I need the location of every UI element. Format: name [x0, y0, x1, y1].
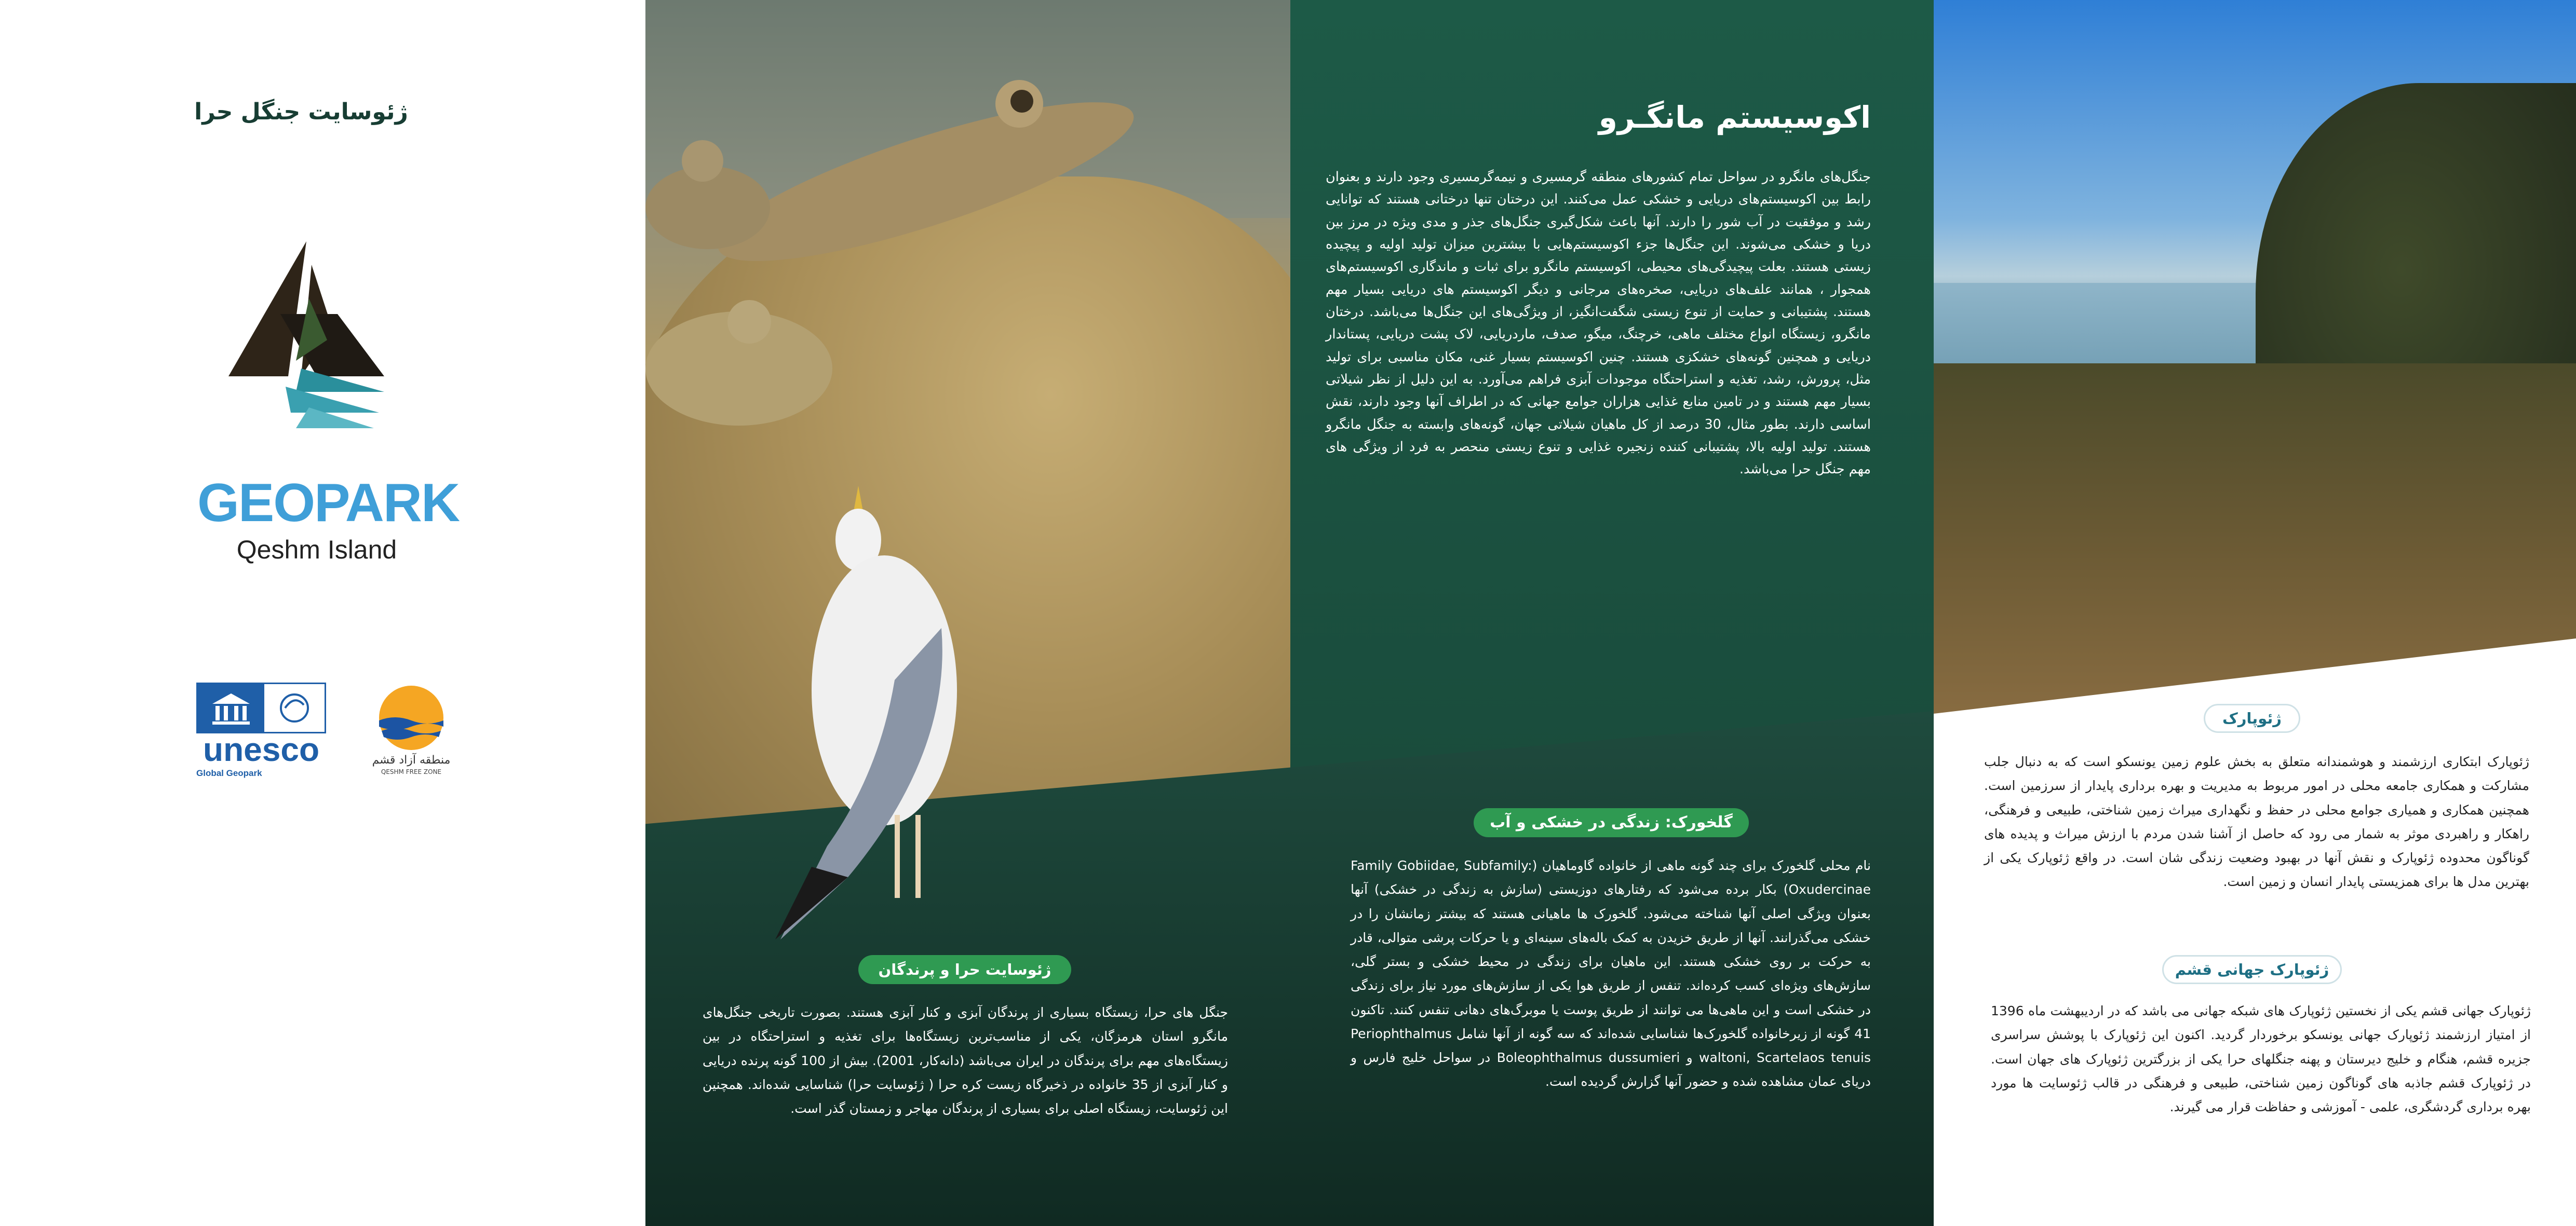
temple-icon	[198, 684, 264, 732]
birds-label: ژئوسایت حرا و پرندگان	[858, 955, 1071, 984]
unesco-name: unesco	[203, 731, 320, 768]
qfz-name: منطقه آزاد قشم	[372, 754, 451, 767]
geopark-logo	[218, 236, 395, 475]
geopark-body: ژئوپارک ابتکاری ارزشمند و هوشمندانه متعلق به بخش علوم زمین یونسکو است که به دنبال جلب مشارکت و همکاری جامعه محلی در امور مربوط به مدیریت و بهره برداری پایدار از سرزمین است. همچنین همکاری و همیاری جوامع محلی در حفظ و نگهداری میراث زمین شناختی، طبیعی و فرهنگی، راهکار و راهبردی موثر به شمار می رود که حاصل از آشنا شدن مردم با ارزش میراث و پدیده های گوناگون محدوده ژئوپارک و نقش آنها در بهبود وضعیت زندگی شان است. در واقع ژئوپارک یکی از بهترین مدل ها برای همزیستی پایدار انسان و زمین است.	[1984, 754, 2529, 890]
qeshm-geopark-heading: ژئوپارک جهانی قشم	[2162, 955, 2342, 984]
global-geopark-emblem	[263, 683, 326, 733]
mangrove-photo	[1934, 0, 2576, 727]
instagram-icon[interactable]	[325, 1038, 349, 1062]
middle-panel	[645, 0, 1934, 1226]
geopark-wordmark: GEOPARK	[197, 473, 460, 533]
website-link[interactable]: QESHMGEOPARK.IR	[225, 1071, 424, 1089]
qeshm-geopark-body: ژئوپارک جهانی قشم یکی از نخستین ژئوپارک های شبکه جهانی می باشد که در اردیبهشت ماه 1396 از امتیاز ارزشمند ژئوپارک جهانی یونسکو برخوردار گردید. اکنون این ژئوپارک با پوشش سراسری جزیره قشم، هنگام و خلیج دیرستان و پهنه جنگلهای حرا یکی از بزرگترین ژئوپارک های جهان است. در ژئوپارک قشم جاذبه های گوناگون زمین شناختی، طبیعی و فرهنگی در قالب ژئوسایت ها مورد بهره برداری گردشگری، علمی - آموزشی و حفاظت قرار می گیرند.	[1991, 1003, 2531, 1114]
right-panel	[1934, 0, 2576, 1226]
geopark-heading: ژئوپارک	[2204, 704, 2300, 733]
geosite-title: ژئوسایت جنگل حرا	[194, 99, 408, 125]
globe-emblem-icon	[264, 684, 325, 732]
unesco-logo	[196, 683, 326, 781]
ecosystem-body: جنگل‌های مانگرو در سواحل تمام کشورهای منطقه گرمسیری و نیمه‌گرمسیری وجود دارند و بعنوان رابط بین اکوسیستم‌های دریایی و خشکی عمل می‌کنند. این درختان تنها درختانی هستند که توانایی رشد و موفقیت در آب شور را دارند. آنها باعث شکل‌گیری جنگل‌های جذر و مدی ویژه در مرز بین دریا و خشکی می‌شوند. این جنگل‌ها جزء اکوسیستم‌هایی با بیشترین میزان تولید اولیه و پیچیده زیستی هستند. بعلت پیچیدگی‌های محیطی، اکوسیستم مانگرو برای ثبات و ماندگاری اکوسیستم‌های همجوار ، همانند علف‌های دریایی، صخره‌های مرجانی و دیگر اکوسیستم های دریایی بسیار مهم هستند. پشتیبانی و حمایت از تنوع زیستی شگفت‌انگیز، از ویژگی‌های این جنگل‌ها می‌باشد. درختان مانگرو، زیستگاه انواع مختلف ماهی، خرچنگ، میگو، صدف، ماردریایی، لاک پشت دریایی، پستاندار دریایی و همچنین گونه‌های خشکزی هستند. چنین اکوسیستم بسیار غنی، مکان مناسبی برای تولید مثل، پرورش، رشد، تغذیه و استراحتگاه موجودات آبزی فراهم می‌آورد. به این دلیل از نظر شیلاتی بسیار مهم هستند و در تامین منابع غذایی هزاران جوامع جهانی که در اطراف آنها وجود دارند، نقش اساسی دارند. بطور مثال، 30 درصد از کل ماهیان شیلاتی جهان، گونه‌های وابسته به جنگل مانگرو هستند. تولید اولیه بالا، پشتیبانی کننده زنجیره غذایی و تنوع زیستی منحصر به فرد از ویژگی های مهم جنگل حرا می‌باشد.	[1326, 169, 1871, 478]
social-icons	[295, 1038, 352, 1064]
qfz-sub: QESHM FREE ZONE	[381, 768, 442, 775]
unesco-emblem	[196, 683, 266, 733]
seagull-bird-icon	[765, 483, 1004, 950]
birds-body: جنگل های حرا، زیستگاه بسیاری از پرندگان آبزی و کنار آبزی هستند. بصورت تاریخی جنگل‌های مانگرو استان هرمزگان، یکی از مناسب‌ترین زیستگاه‌ها برای تغذیه و استراحتگاه در بین زیستگاه‌های مهم برای پرندگان در ایران می‌باشد (دانه‌کار، 2001). بیش از 100 گونه پرنده دریایی و کنار آبزی از 35 خانواده در ذخیرگاه زیست کره حرا ( ژئوسایت حرا) شناسایی شده‌اند. همچنین این ژئوسایت، زیستگاه اصلی برای بسیاری از پرندگان مهاجر و زمستان گذر است.	[703, 1005, 1229, 1116]
mudskipper-fish-icon	[645, 78, 1290, 441]
unesco-sub: Global Geopark	[196, 768, 262, 778]
sun-waves-icon	[377, 684, 445, 752]
globe-icon[interactable]	[295, 1038, 319, 1062]
ecosystem-title: اکوسیستم مانگـرو	[1598, 100, 1871, 135]
mudskipper-label: گلخورک: زندگی در خشکی و آب	[1474, 808, 1749, 837]
geopark-subtitle: Qeshm Island	[236, 535, 397, 564]
qeshm-free-zone-logo	[370, 684, 453, 778]
mudskipper-body: نام محلی گلخورک برای چند گونه ماهی از خانواده گاوماهیان (Family Gobiidae, Subfamily: Oxudercinae) بکار برده می‌شود که رفتارهای دوزیستی (سازش به زندگی در خشکی) آنها بعنوان ویژگی اصلی آنها شناخته می‌شود. گلخورک ها ماهیانی هستند که بیشتر زمانشان را در خشکی می‌گذرانند. آنها از طریق خزیدن به کمک باله‌های سینه‌ای و یا حرکات پرشی متوالی، قادر به حرکت بر روی خشکی هستند. این ماهیان برای زندگی در محیط خشکی و بستر گلی، سازش‌های ویژه‌ای کسب کرده‌اند. تنفس از طریق هوا یکی از سازش‌های مورد نیاز برای زندگی در خشکی است و این ماهی‌ها می توانند از طریق پوست یا موبرگ‌های دهانی تنفس کنند. تاکنون 41 گونه از زیرخانواده گلخورک‌ها شناسایی شده‌اند که سه گونه از آنها شامل Periophthalmus waltoni, Scartelaos tenuis و Boleophthalmus dussumieri در سواحل خلیج فارس و دریای عمان مشاهده شده و حضور آنها گزارش گردیده است.	[1351, 858, 1871, 1089]
